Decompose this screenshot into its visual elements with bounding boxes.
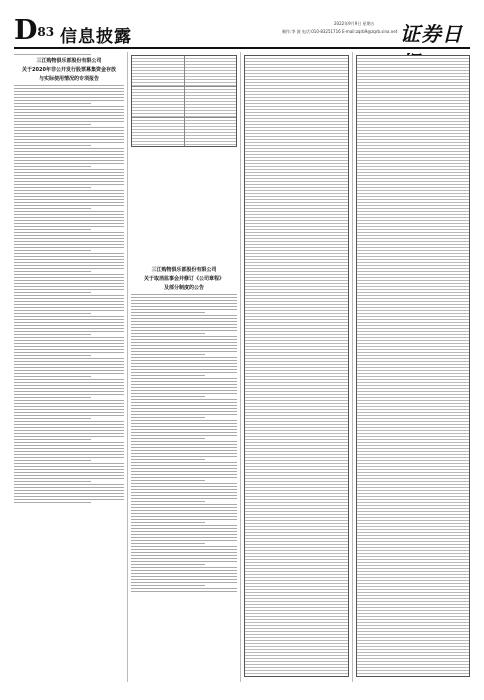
text-line: [14, 184, 124, 185]
text-line: [14, 202, 124, 203]
text-line: [14, 397, 91, 398]
text-line: [131, 582, 237, 583]
text-line: [131, 360, 237, 361]
article-title-line1: 关于取消监事会并修订《公司章程》: [143, 276, 224, 282]
text-line: [14, 136, 124, 137]
text-line: [131, 525, 237, 526]
text-line: [131, 300, 237, 301]
text-line: [14, 364, 124, 365]
text-line: [14, 394, 124, 395]
text-line: [131, 336, 237, 337]
text-line: [131, 540, 237, 541]
text-line: [131, 363, 237, 364]
text-line: [131, 486, 237, 487]
text-line: [131, 480, 205, 481]
text-line: [14, 199, 124, 200]
text-line: [131, 453, 237, 454]
text-line: [14, 163, 124, 164]
text-line: [14, 241, 124, 242]
text-line: [131, 369, 237, 370]
text-line: [131, 330, 237, 331]
text-line: [131, 366, 237, 367]
text-line: [131, 501, 205, 502]
text-line: [14, 466, 124, 467]
text-line: [131, 573, 237, 574]
text-line: [131, 564, 205, 565]
text-line: [131, 576, 237, 577]
text-line: [131, 558, 237, 559]
text-line: [14, 253, 124, 254]
text-line: [14, 109, 124, 110]
text-line: [131, 447, 237, 448]
text-line: [14, 211, 124, 212]
text-line: [131, 462, 237, 463]
text-line: [131, 402, 237, 403]
text-line: [131, 567, 237, 568]
text-line: [131, 423, 237, 424]
text-line: [14, 175, 124, 176]
text-line: [131, 378, 237, 379]
text-line: [14, 160, 124, 161]
text-line: [14, 244, 124, 245]
article-company: 三江购物俱乐部股份有限公司: [36, 58, 102, 64]
text-line: [14, 430, 124, 431]
text-line: [14, 193, 124, 194]
text-line: [131, 345, 237, 346]
text-line: [14, 367, 124, 368]
text-line: [14, 340, 124, 341]
text-line: [14, 94, 124, 95]
text-line: [14, 247, 124, 248]
text-line: [14, 289, 124, 290]
column-divider: [352, 52, 353, 682]
text-line: [14, 106, 124, 107]
text-line: [14, 388, 124, 389]
text-line: [14, 301, 124, 302]
text-line: [14, 172, 124, 173]
text-line: [131, 393, 237, 394]
text-line: [14, 145, 91, 146]
text-line: [131, 315, 237, 316]
brand-logo: 证券日: [400, 22, 463, 46]
text-line: [14, 223, 124, 224]
text-line: [14, 298, 124, 299]
text-line: [14, 472, 124, 473]
text-line: [14, 283, 124, 284]
text-line: [14, 445, 124, 446]
text-line: [14, 313, 91, 314]
text-line: [14, 217, 124, 218]
text-line: [14, 54, 91, 55]
text-line: [131, 543, 205, 544]
issue-date: 2022年9月9日 星期五: [334, 21, 375, 26]
text-line: [14, 286, 124, 287]
text-line: [14, 220, 124, 221]
text-line: [14, 502, 91, 503]
text-line: [14, 274, 124, 275]
text-line: [14, 361, 124, 362]
text-line: [14, 478, 124, 479]
text-line: [14, 499, 124, 500]
text-line: [14, 463, 124, 464]
text-line: [14, 490, 124, 491]
text-line: [131, 474, 237, 475]
text-line: [131, 405, 237, 406]
text-line: [14, 214, 124, 215]
text-line: [14, 439, 91, 440]
text-line: [131, 585, 205, 586]
text-line: [14, 190, 124, 191]
text-line: [14, 85, 124, 86]
text-line: [131, 591, 237, 592]
text-line: [14, 103, 91, 104]
text-line: [131, 549, 237, 550]
text-line: [131, 528, 237, 529]
text-line: [14, 424, 124, 425]
text-line: [14, 385, 124, 386]
text-line: [14, 331, 124, 332]
text-line: [14, 352, 124, 353]
text-line: [131, 483, 237, 484]
text-line: [14, 250, 91, 251]
text-line: [14, 475, 124, 476]
text-line: [14, 322, 124, 323]
comparison-table: [356, 55, 470, 677]
text-line: [131, 306, 237, 307]
text-line: [14, 205, 124, 206]
text-line: [14, 325, 124, 326]
text-line: [131, 513, 237, 514]
text-line: [131, 579, 237, 580]
article-title-line1: 关于2020年非公开发行股票募集资金存放: [22, 67, 116, 73]
text-line: [131, 309, 237, 310]
text-line: [14, 91, 124, 92]
text-line: [131, 519, 237, 520]
text-line: [131, 396, 205, 397]
text-line: [131, 417, 205, 418]
text-line: [14, 406, 124, 407]
page-number: D83: [14, 15, 55, 46]
text-line: [14, 343, 124, 344]
text-line: [14, 130, 124, 131]
text-line: [14, 187, 91, 188]
text-line: [14, 391, 124, 392]
text-line: [14, 379, 124, 380]
text-line: [131, 444, 237, 445]
text-line: [14, 256, 124, 257]
text-line: [14, 271, 91, 272]
text-line: [14, 316, 124, 317]
text-line: [14, 304, 124, 305]
text-line: [131, 303, 237, 304]
text-line: [14, 382, 124, 383]
text-line: [14, 493, 124, 494]
text-line: [14, 208, 91, 209]
text-line: [14, 178, 124, 179]
article-title-line2: 与实际使用情况的专项报告: [38, 76, 99, 82]
text-line: [14, 88, 124, 89]
text-line: [131, 435, 237, 436]
text-line: [14, 100, 124, 101]
text-line: [131, 357, 237, 358]
text-line: [14, 295, 124, 296]
text-line: [131, 507, 237, 508]
text-line: [131, 465, 237, 466]
text-line: [131, 552, 237, 553]
text-line: [131, 459, 205, 460]
text-line: [14, 469, 124, 470]
text-line: [14, 268, 124, 269]
text-line: [14, 370, 124, 371]
text-line: [131, 441, 237, 442]
text-line: [14, 259, 124, 260]
text-line: [14, 433, 124, 434]
text-line: [131, 420, 237, 421]
text-line: [131, 375, 205, 376]
text-line: [14, 358, 124, 359]
text-line: [14, 118, 124, 119]
text-line: [131, 339, 237, 340]
text-line: [14, 373, 124, 374]
column-1: [14, 52, 124, 682]
text-line: [131, 495, 237, 496]
text-line: [14, 169, 124, 170]
text-line: [131, 426, 237, 427]
text-line: [14, 409, 124, 410]
column-3: [244, 52, 349, 682]
text-line: [131, 318, 237, 319]
text-line: [14, 421, 124, 422]
text-line: [131, 327, 237, 328]
text-line: [131, 456, 237, 457]
text-line: [131, 504, 237, 505]
text-line: [131, 477, 237, 478]
text-line: [14, 355, 91, 356]
text-line: [14, 484, 124, 485]
article-company: 三江购物俱乐部股份有限公司: [151, 267, 217, 273]
text-line: [14, 460, 91, 461]
text-line: [131, 381, 237, 382]
text-line: [14, 112, 124, 113]
text-line: [14, 127, 124, 128]
text-line: [131, 534, 237, 535]
text-line: [131, 492, 237, 493]
masthead: [14, 15, 470, 47]
text-line: [14, 451, 124, 452]
text-line: [14, 280, 124, 281]
text-line: [131, 588, 237, 589]
text-line: [131, 468, 237, 469]
text-line: [131, 312, 205, 313]
text-line: [14, 400, 124, 401]
text-line: [14, 226, 124, 227]
text-line: [131, 555, 237, 556]
text-line: [14, 292, 91, 293]
text-line: [131, 537, 237, 538]
text-line: [14, 196, 124, 197]
text-line: [14, 235, 124, 236]
text-line: [131, 471, 237, 472]
text-line: [131, 351, 237, 352]
text-line: [14, 427, 124, 428]
text-line: [14, 307, 124, 308]
text-line: [131, 522, 205, 523]
text-line: [14, 157, 124, 158]
text-line: [14, 376, 91, 377]
text-line: [131, 384, 237, 385]
text-line: [14, 337, 124, 338]
text-line: [14, 115, 124, 116]
text-line: [14, 310, 124, 311]
text-line: [14, 238, 124, 239]
text-line: [14, 154, 124, 155]
text-line: [131, 498, 237, 499]
text-line: [14, 454, 124, 455]
text-line: [14, 229, 91, 230]
section-title: 信息披露: [60, 27, 132, 47]
text-line: [14, 148, 124, 149]
comparison-table: [244, 55, 349, 677]
text-line: [131, 429, 237, 430]
text-line: [14, 133, 124, 134]
text-line: [14, 166, 91, 167]
text-line: [14, 319, 124, 320]
text-line: [14, 181, 124, 182]
text-line: [131, 372, 237, 373]
text-line: [14, 328, 124, 329]
text-line: [14, 349, 124, 350]
text-line: [14, 277, 124, 278]
column-2: [131, 52, 237, 682]
text-line: [14, 346, 124, 347]
text-line: [131, 546, 237, 547]
text-line: [131, 354, 205, 355]
text-line: [131, 531, 237, 532]
text-line: [131, 387, 237, 388]
text-line: [131, 342, 237, 343]
text-line: [14, 496, 124, 497]
text-line: [14, 412, 124, 413]
text-line: [14, 232, 124, 233]
text-line: [131, 321, 237, 322]
text-line: [131, 294, 237, 295]
text-line: [131, 414, 237, 415]
text-line: [131, 516, 237, 517]
text-line: [14, 403, 124, 404]
text-line: [131, 390, 237, 391]
text-line: [14, 481, 91, 482]
column-divider: [127, 52, 128, 682]
text-line: [131, 450, 237, 451]
column-4: [356, 52, 470, 682]
text-line: [131, 432, 237, 433]
text-line: [131, 399, 237, 400]
text-line: [14, 97, 124, 98]
text-line: [14, 265, 124, 266]
text-line: [14, 436, 124, 437]
text-line: [14, 418, 91, 419]
column-divider: [240, 52, 241, 682]
data-table: [131, 55, 237, 147]
text-line: [131, 561, 237, 562]
text-line: [14, 121, 124, 122]
contact-info: 制作:李 波 电话:010-83251716 E-mail:zqrb9@zqrb.sina.net: [282, 29, 398, 34]
text-line: [131, 408, 237, 409]
text-line: [14, 142, 124, 143]
text-line: [131, 489, 237, 490]
text-line: [131, 333, 205, 334]
text-line: [131, 510, 237, 511]
text-line: [14, 139, 124, 140]
text-line: [14, 487, 124, 488]
text-line: [14, 457, 124, 458]
text-line: [131, 438, 205, 439]
text-line: [14, 124, 91, 125]
text-line: [14, 442, 124, 443]
text-line: [131, 348, 237, 349]
text-line: [14, 448, 124, 449]
article-title-line2: 及部分制度的公告: [163, 285, 204, 291]
text-line: [14, 151, 124, 152]
header-rule: [14, 47, 470, 49]
text-line: [131, 297, 237, 298]
text-line: [131, 570, 237, 571]
text-line: [14, 415, 124, 416]
text-line: [14, 262, 124, 263]
text-line: [14, 334, 91, 335]
text-line: [131, 324, 237, 325]
text-line: [131, 411, 237, 412]
